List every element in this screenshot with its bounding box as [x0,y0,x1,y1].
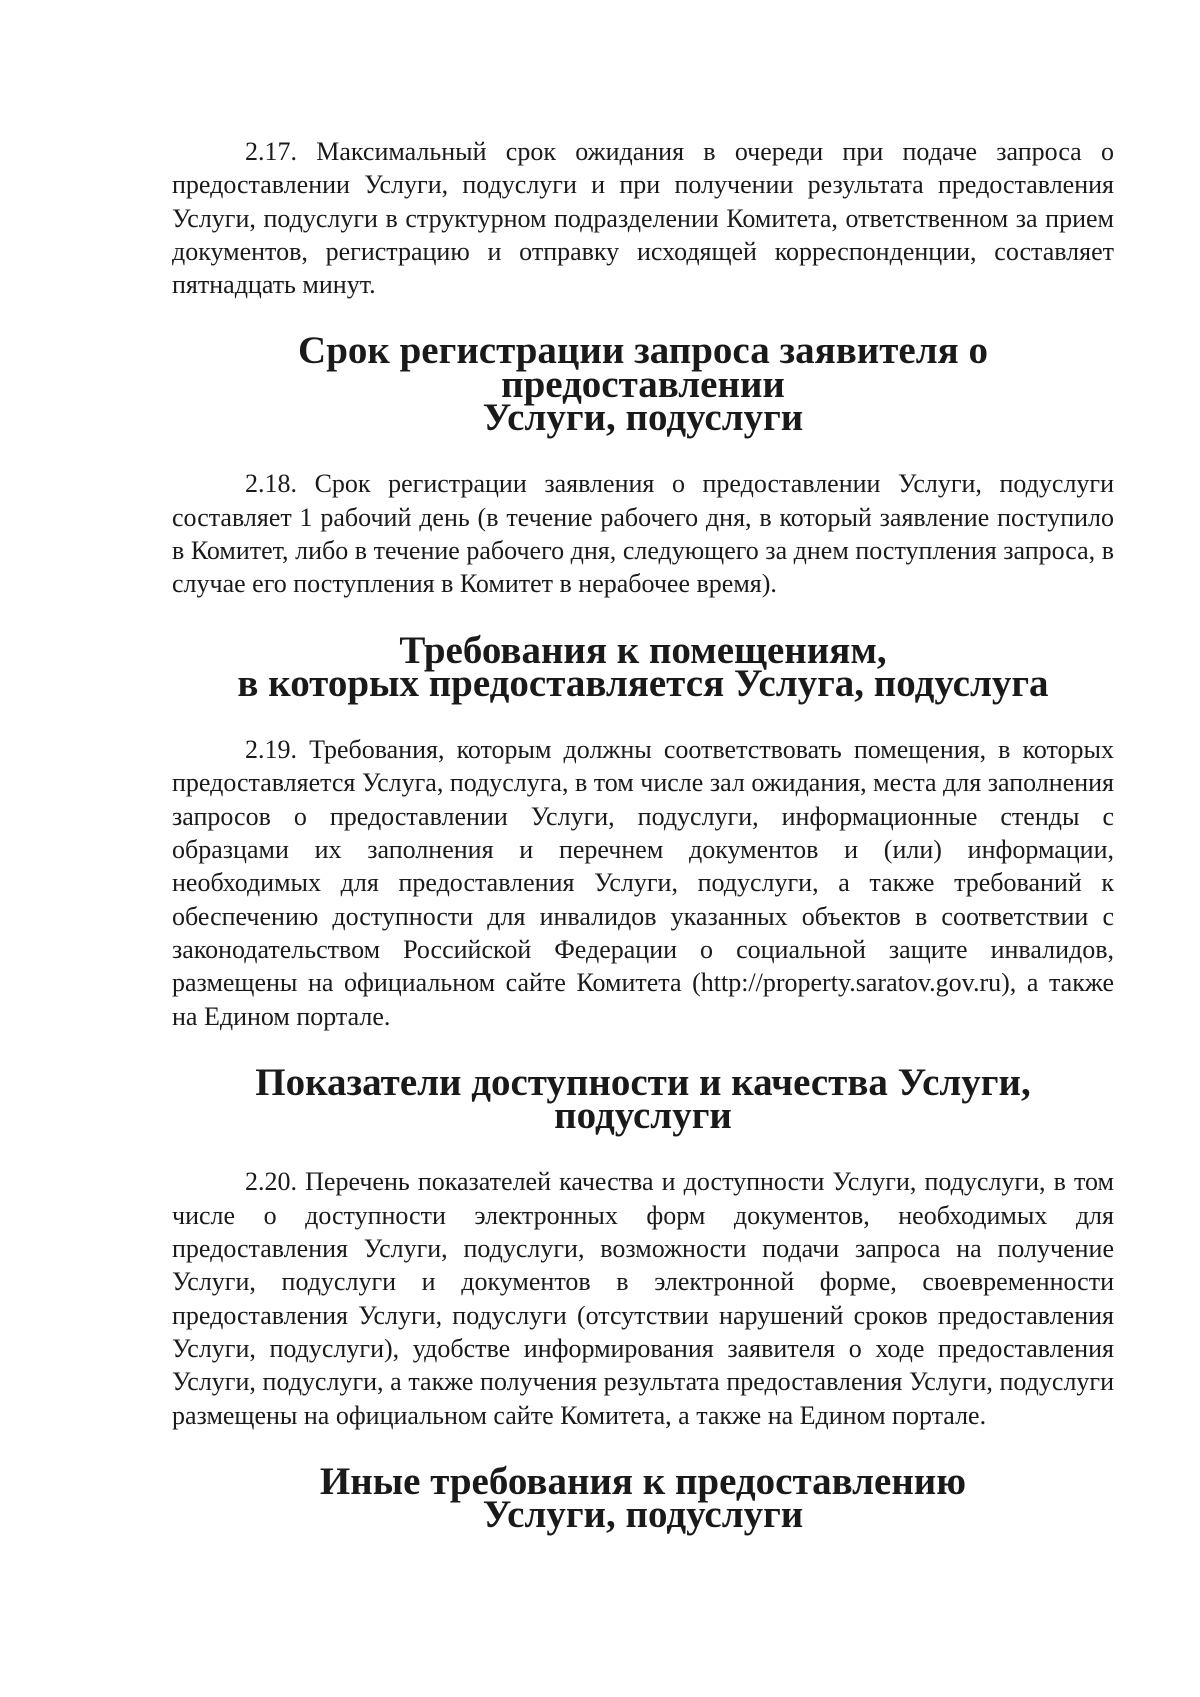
section-gap [172,1132,1114,1165]
section-heading-other-requirements [172,1459,1114,1537]
paragraph-2-19: 2.19. Требования, которым должны соответствовать помещения, в которых предоставляется Услуга, подуслуга, в том числе зал ожидания, места для заполнения запросов о предоставлении Услуги, подуслуги, информационные стенды с образцами их заполнения и перечнем документов и (или) информации, необходимых для предоставления Услуги, подуслуги, а также требований к обеспечению доступности для инвалидов указанных объектов в соответствии с законодательством Российской Федерации о социальной защите инвалидов, размещены на официальном сайте Комитета (http://property.saratov.gov.ru), а также на Едином портале. [172,735,1114,1031]
paragraph-2-20: 2.20. Перечень показателей качества и доступности Услуги, подуслуги, в том числе о доступности электронных форм документов, необходимых для предоставления Услуги, подуслуги, возможности подачи запроса на получение Услуги, подуслуги и документов в электронной форме, своевременности предоставления Услуги, подуслуги (отсутствии нарушений сроков предоставления Услуги, подуслуги), удобстве информирования заявителя о ходе предоставления Услуги, подуслуги, а также получения результата предоставления Услуги, подуслуги размещены на официальном сайте Комитета, а также на Едином портале. [172,1167,1114,1430]
section-gap [172,700,1114,733]
heading-line: Срок регистрации запроса заявителя о предоставлении [298,329,988,406]
heading-line: Услуги, подуслуги [482,1493,804,1537]
paragraph-2-18: 2.18. Срок регистрации заявления о предоставлении Услуги, подуслуги составляет 1 рабочий день (в течение рабочего дня, в который заявление поступило в Комитет, либо в течение рабочего дня, следующего за днем поступления запроса, в случае его поступления в Комитет в нерабочее время). [172,469,1114,599]
document-page [172,135,1114,1537]
section-gap [172,434,1114,467]
heading-line: Показатели доступности и качества Услуги, подуслуги [255,1060,1031,1138]
heading-line: в которых предоставляется Услуга, подуслуга [237,661,1049,705]
heading-line: Услуги, подуслуги [482,396,804,440]
section-heading-registration-term [172,329,1114,440]
heading-line: Требования к помещениям, [399,628,887,672]
section-heading-accessibility-indicators [172,1060,1114,1138]
heading-line: Иные требования к предоставлению [319,1459,967,1503]
section-heading-premises-requirements [172,628,1114,705]
paragraph-2-17: 2.17. Максимальный срок ожидания в очереди при подаче запроса о предоставлении Услуги, подуслуги и при получении результата предоставления Услуги, подуслуги в структурном подразделении Комитета, ответственном за прием документов, регистрацию и отправку исходящей корреспонденции, составляет пятнадцать минут. [172,137,1114,300]
